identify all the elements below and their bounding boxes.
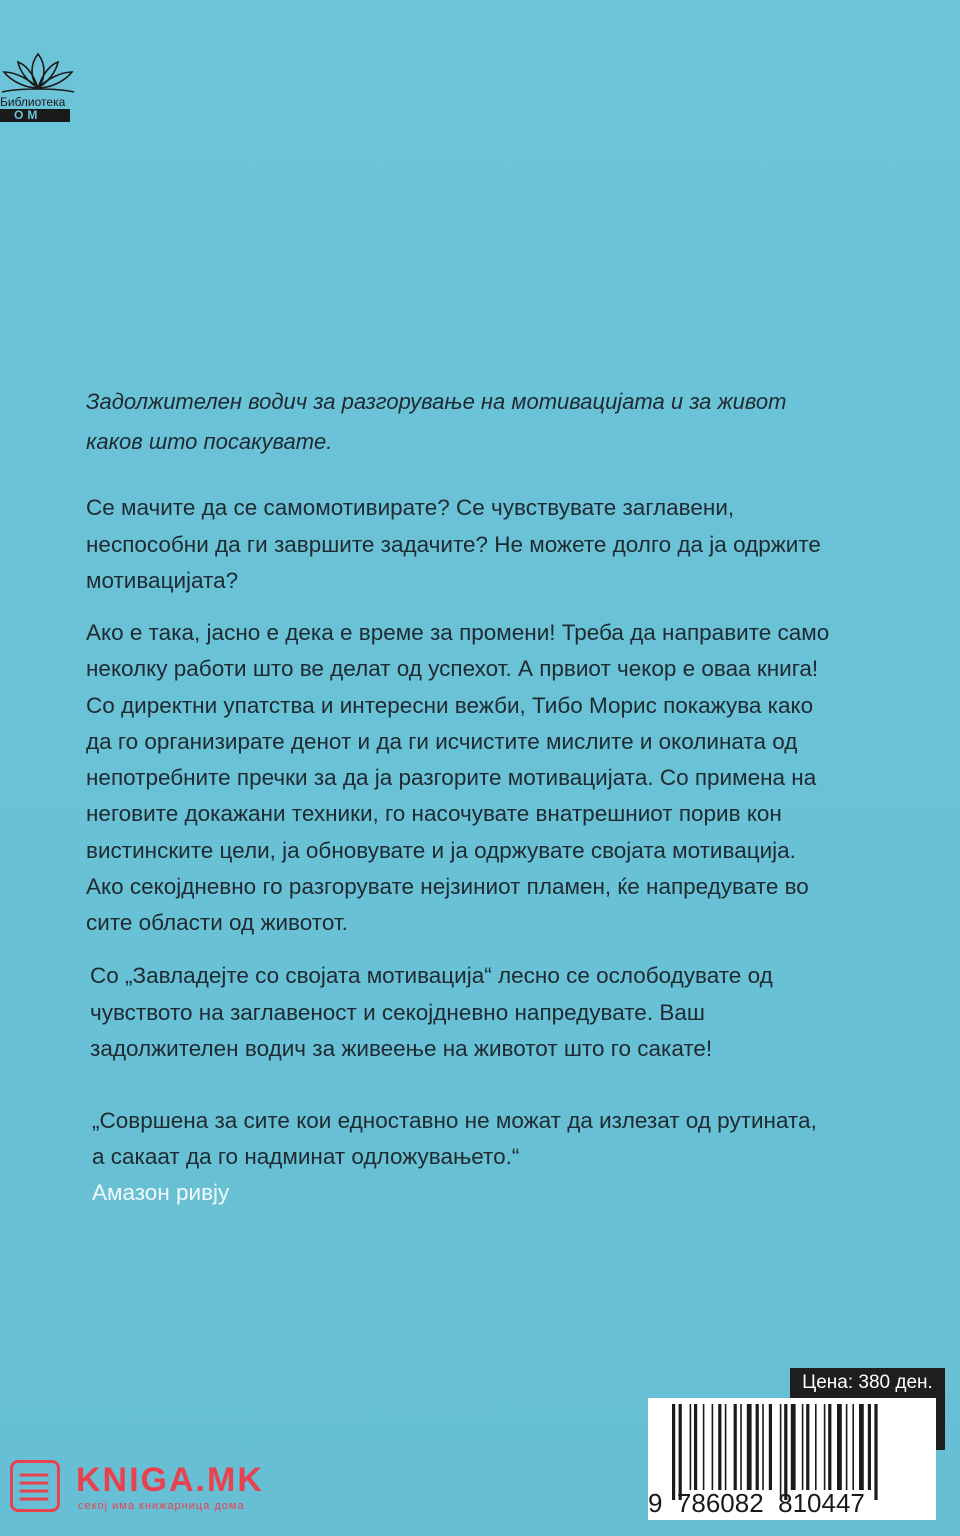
- paragraph-line: Со „Завладејте со својата мотивација“ лесно се ослободувате од: [90, 963, 773, 988]
- subtitle: [86, 382, 866, 462]
- paragraph-line: сите области од животот.: [86, 910, 348, 936]
- paragraph-line: неговите докажани техники, го насочувате внатрешниот порив кон: [86, 801, 782, 827]
- paragraph-line: Со директни упатства и интересни вежби, Тибо Морис покажува како: [86, 692, 814, 718]
- barcode-bar: [718, 1404, 721, 1490]
- barcode-bar: [690, 1404, 692, 1490]
- barcode-bar: [837, 1404, 842, 1490]
- barcode-bar: [756, 1404, 759, 1490]
- barcode-bar: [802, 1404, 804, 1490]
- barcode-bar: [828, 1404, 831, 1490]
- barcode-bar: [672, 1404, 675, 1500]
- paragraph-line: Ако секојдневно го разгорувате нејзиниот пламен, ќе напредувате во: [86, 874, 809, 900]
- barcode-bar: [791, 1404, 796, 1490]
- barcode-bar: [740, 1404, 742, 1490]
- paragraph-line: чувството на заглавеност и секојдневно напредувате. Ваш: [90, 999, 705, 1025]
- barcode-bar: [679, 1404, 682, 1500]
- barcode-bar: [824, 1404, 826, 1490]
- paragraph-summary: [90, 958, 870, 1068]
- subtitle-line: Задолжителен водич за разгорување на мотивацијата и за живот: [86, 389, 787, 414]
- barcode-bar: [747, 1404, 752, 1490]
- paragraph-line: задолжителен водич за живеење на животот што го сакате!: [90, 1036, 713, 1061]
- barcode-bar: [846, 1404, 848, 1490]
- barcode-bar: [780, 1404, 782, 1500]
- barcode-bar: [769, 1404, 772, 1490]
- paragraph-description: [86, 615, 866, 942]
- quote-line: „Совршена за сите кои едноставно не можат да излезат од рутината,: [92, 1108, 817, 1133]
- store-name: KNIGA.MK: [76, 1461, 264, 1499]
- paragraph-line: неспособни да ги завршите задачите? Не можете долго да ја одржите: [86, 531, 821, 557]
- quote-source: Амазон ривју: [92, 1180, 230, 1205]
- barcode-bar: [734, 1404, 737, 1490]
- barcode-bar: [874, 1404, 877, 1500]
- review-quote: [92, 1103, 872, 1211]
- barcode-bar: [859, 1404, 864, 1490]
- lotus-icon: [0, 48, 76, 98]
- book-stack-icon: [10, 1460, 60, 1512]
- barcode-bar: [815, 1404, 817, 1490]
- barcode-bar: [852, 1404, 854, 1490]
- paragraph-line: мотивацијата?: [86, 568, 239, 593]
- publisher-series: ОМ: [0, 109, 70, 122]
- price-tag: Цена: 380 ден.: [790, 1368, 945, 1398]
- barcode-bar: [784, 1404, 787, 1500]
- price-tag-edge: [936, 1398, 945, 1450]
- barcode-bar: [712, 1404, 714, 1490]
- barcode-bar: [806, 1404, 809, 1490]
- paragraph-intro: [86, 490, 866, 600]
- paragraph-line: вистинските цели, ја обновувате и ја одржувате својата мотивација.: [86, 837, 796, 863]
- barcode-bar: [725, 1404, 727, 1490]
- barcode-bar: [694, 1404, 697, 1490]
- paragraph-line: непотребните пречки за да ја разгорите мотивацијата. Со примена на: [86, 765, 817, 791]
- isbn-barcode: [648, 1398, 936, 1520]
- subtitle-line: каков што посакувате.: [86, 429, 333, 454]
- publisher-logo: [0, 48, 76, 122]
- barcode-digits: 9 786082 810447: [648, 1488, 865, 1518]
- store-slogan: секој има книжарница дома: [78, 1500, 245, 1512]
- paragraph-line: Ако е така, јасно е дека е време за промени! Треба да направите само: [86, 620, 830, 645]
- paragraph-line: неколку работи што ве делат од успехот. А првиот чекор е оваа книга!: [86, 656, 819, 682]
- paragraph-line: Се мачите да се самомотивирате? Се чувствувате заглавени,: [86, 495, 735, 520]
- barcode-bar: [868, 1404, 871, 1490]
- paragraph-line: да го организирате денот и да ги исчистите мислите и околината од: [86, 728, 798, 754]
- quote-line: а сакаат да го надминат одложувањето.“: [92, 1144, 520, 1169]
- publisher-label: Библиотека: [0, 95, 66, 109]
- barcode-bar: [703, 1404, 705, 1490]
- barcode-bar: [762, 1404, 764, 1490]
